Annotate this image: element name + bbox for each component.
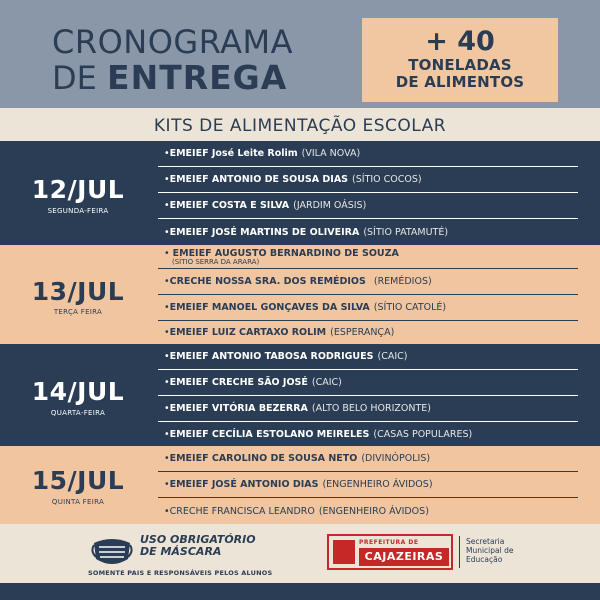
logo-divider [459, 536, 460, 568]
school-list [158, 245, 578, 344]
school-name: EMEIEF ANTONIO TABOSA RODRIGUES [169, 351, 374, 362]
school-name: EMEIEF CECÍLIA ESTOLANO MEIRELES [169, 428, 370, 440]
school-list [158, 344, 578, 446]
day-label: TERÇA FEIRA [53, 308, 103, 316]
footer [0, 524, 600, 600]
tons-badge [362, 18, 558, 102]
date-box [0, 245, 156, 344]
school-list [158, 141, 578, 245]
school-name: EMEIEF José Leite Rolim [169, 148, 298, 159]
school-location: (ENGENHEIRO ÁVIDOS) [322, 479, 433, 490]
school-name: EMEIEF ANTONIO DE SOUSA DIAS [169, 174, 349, 185]
face-mask-icon [90, 533, 134, 569]
title-line2-prefix: DE [52, 59, 97, 97]
school-location: (CAIC) [377, 351, 408, 362]
list-item: • EMEIEF José Leite Rolim (VILA NOVA) [158, 141, 578, 167]
school-location: (SÍTIO COCOS) [352, 174, 422, 185]
school-location: (VILA NOVA) [301, 148, 361, 159]
list-item: • CRECHE FRANCISCA LEANDRO (ENGENHEIRO ÁVIDOS) [164, 505, 429, 517]
school-location: (ALTO BELO HORIZONTE) [311, 403, 432, 414]
mask-line2: DE MÁSCARA [140, 545, 222, 558]
title-line1: CRONOGRAMA [52, 23, 294, 61]
school-location: (SÍTIO SERRA DA ARARA) [172, 257, 260, 266]
list-item: • EMEIEF CAROLINO DE SOUSA NETO (DIVINÓPOLIS) [158, 446, 578, 472]
mask-warning [140, 534, 256, 558]
day-label: SEGUNDA-FEIRA [47, 207, 109, 215]
prefeitura-label: PREFEITURA DE [359, 539, 419, 546]
mask-line1: USO OBRIGATÓRIO [140, 533, 256, 546]
list-item: • EMEIEF CECÍLIA ESTOLANO MEIRELES (CASAS POPULARES) [164, 428, 473, 440]
secretaria-line3: Educação [466, 555, 503, 564]
school-location: (ENGENHEIRO ÁVIDOS) [318, 505, 429, 517]
mask-note: SOMENTE PAIS E RESPONSÁVEIS PELOS ALUNOS [88, 569, 273, 577]
school-name: EMEIEF VITÓRIA BEZERRA [169, 403, 308, 414]
bottom-bar [0, 583, 600, 600]
list-item: • EMEIEF JOSÉ MARTINS DE OLIVEIRA (SÍTIO PATAMUTÉ) [164, 226, 449, 238]
tons-line2: DE ALIMENTOS [395, 73, 525, 91]
date-label: 12/JUL [31, 175, 125, 204]
list-item: • EMEIEF CRECHE SÃO JOSÉ (CAIC) [158, 370, 578, 396]
school-location: (DIVINÓPOLIS) [361, 453, 431, 464]
city-flag-icon [333, 540, 355, 564]
school-name: EMEIEF JOSÉ MARTINS DE OLIVEIRA [169, 226, 360, 238]
school-location: (CAIC) [311, 377, 342, 388]
school-name: CRECHE FRANCISCA LEANDRO [169, 505, 315, 517]
date-box [0, 141, 156, 245]
secretaria-label [466, 537, 513, 564]
date-label: 15/JUL [31, 466, 125, 495]
list-item: • EMEIEF LUIZ CARTAXO ROLIM (ESPERANÇA) [164, 327, 395, 338]
school-location: (SÍTIO PATAMUTÉ) [363, 226, 449, 238]
schedule-block-14-jul [0, 344, 600, 446]
tons-line1: TONELADAS [408, 56, 512, 74]
list-item: • EMEIEF MANOEL GONÇAVES DA SILVA (SÍTIO CATOLÉ) [158, 295, 578, 321]
secretaria-line2: Municipal de [466, 546, 514, 555]
school-location: (CASAS POPULARES) [373, 428, 473, 440]
date-label: 13/JUL [31, 277, 125, 306]
list-item: • CRECHE NOSSA SRA. DOS REMÉDIOS (REMÉDIOS) [158, 269, 578, 295]
school-name: CRECHE NOSSA SRA. DOS REMÉDIOS [169, 276, 366, 287]
school-location: (REMÉDIOS) [373, 276, 432, 287]
list-item: • EMEIEF JOSÉ ANTONIO DIAS (ENGENHEIRO ÁVIDOS) [158, 472, 578, 498]
prefeitura-logo [327, 534, 453, 570]
school-name: EMEIEF LUIZ CARTAXO ROLIM [169, 327, 327, 338]
school-name: EMEIEF MANOEL GONÇAVES DA SILVA [169, 302, 370, 313]
school-name: EMEIEF JOSÉ ANTONIO DIAS [169, 479, 319, 490]
schedule-block-12-jul [0, 141, 600, 245]
title-line2-bold: ENTREGA [107, 58, 288, 97]
list-item: • EMEIEF ANTONIO TABOSA RODRIGUES (CAIC) [158, 344, 578, 370]
list-item [158, 245, 578, 269]
list-item: • EMEIEF ANTONIO DE SOUSA DIAS (SÍTIO COCOS) [158, 167, 578, 193]
date-label: 14/JUL [31, 377, 125, 406]
subtitle: KITS DE ALIMENTAÇÃO ESCOLAR [153, 116, 447, 136]
day-label: QUINTA FEIRA [51, 498, 105, 506]
school-location: (JARDIM OÁSIS) [293, 200, 367, 211]
date-box [0, 344, 156, 446]
secretaria-line1: Secretaria [466, 537, 505, 546]
list-item: • EMEIEF COSTA E SILVA (JARDIM OÁSIS) [158, 193, 578, 219]
schedule-block-13-jul [0, 245, 600, 344]
header-banner [0, 0, 600, 108]
day-label: QUARTA-FEIRA [50, 409, 106, 417]
school-location: (SÍTIO CATOLÉ) [373, 302, 447, 313]
title-line2 [52, 60, 293, 96]
city-name: CAJAZEIRAS [359, 548, 449, 566]
schedule-block-15-jul [0, 446, 600, 524]
school-name: EMEIEF CAROLINO DE SOUSA NETO [169, 453, 358, 464]
list-item-main: • EMEIEF AUGUSTO BERNARDINO DE SOUZA [164, 247, 399, 259]
poster-title [52, 24, 293, 96]
tons-number: + 40 [425, 26, 495, 57]
school-name: EMEIEF CRECHE SÃO JOSÉ [169, 377, 308, 388]
school-location: (ESPERANÇA) [330, 327, 395, 338]
school-name: EMEIEF COSTA E SILVA [169, 200, 290, 211]
date-box [0, 446, 156, 524]
school-list [158, 446, 578, 524]
list-item: • EMEIEF VITÓRIA BEZERRA (ALTO BELO HORIZONTE) [158, 396, 578, 422]
school-name: EMEIEF AUGUSTO BERNARDINO DE SOUZA [172, 247, 399, 259]
